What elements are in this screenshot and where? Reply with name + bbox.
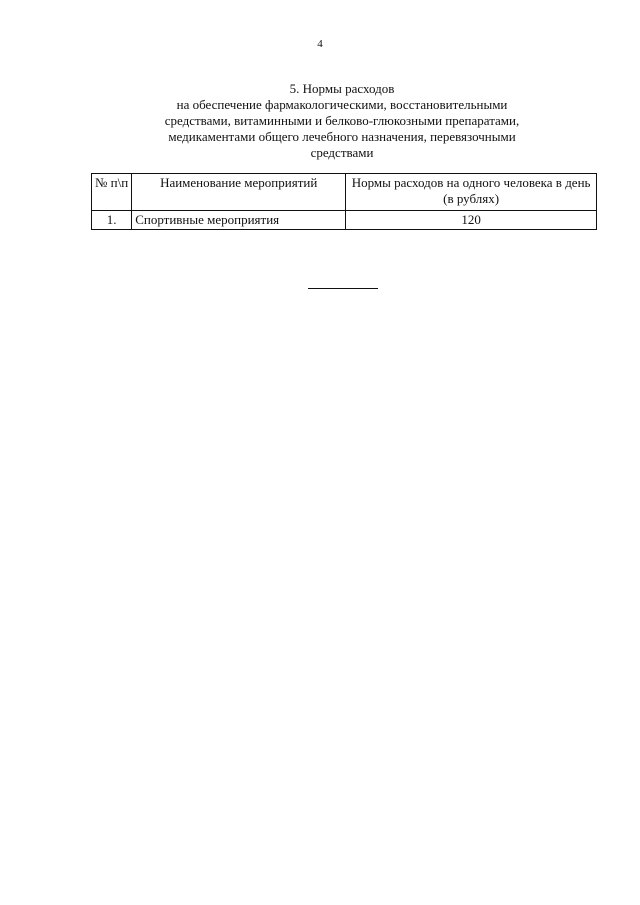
section-subtitle-line-3: медикаментами общего лечебного назначения, перевязочными [168, 129, 516, 144]
table-row [92, 211, 597, 230]
page-number: 4 [317, 38, 323, 50]
section-title: 5. Нормы расходов [289, 81, 395, 96]
header-event-name: Наименование мероприятий [132, 174, 346, 211]
row-expense-norm: 120 [346, 211, 597, 230]
row-number: 1. [92, 211, 132, 230]
closing-divider [308, 288, 378, 289]
section-subtitle-line-2: средствами, витаминными и белково-глюкозными препаратами, [164, 113, 520, 128]
table-header-row [92, 174, 597, 211]
section-heading [100, 81, 584, 161]
norms-table [91, 173, 597, 230]
section-subtitle-line-4: средствами [310, 145, 374, 160]
row-event-name: Спортивные мероприятия [132, 211, 346, 230]
header-number: № п\п [92, 174, 132, 211]
section-subtitle-line-1: на обеспечение фармакологическими, восстановительными [176, 97, 508, 112]
header-expense-norm: Нормы расходов на одного человека в день (в рублях) [346, 174, 597, 211]
